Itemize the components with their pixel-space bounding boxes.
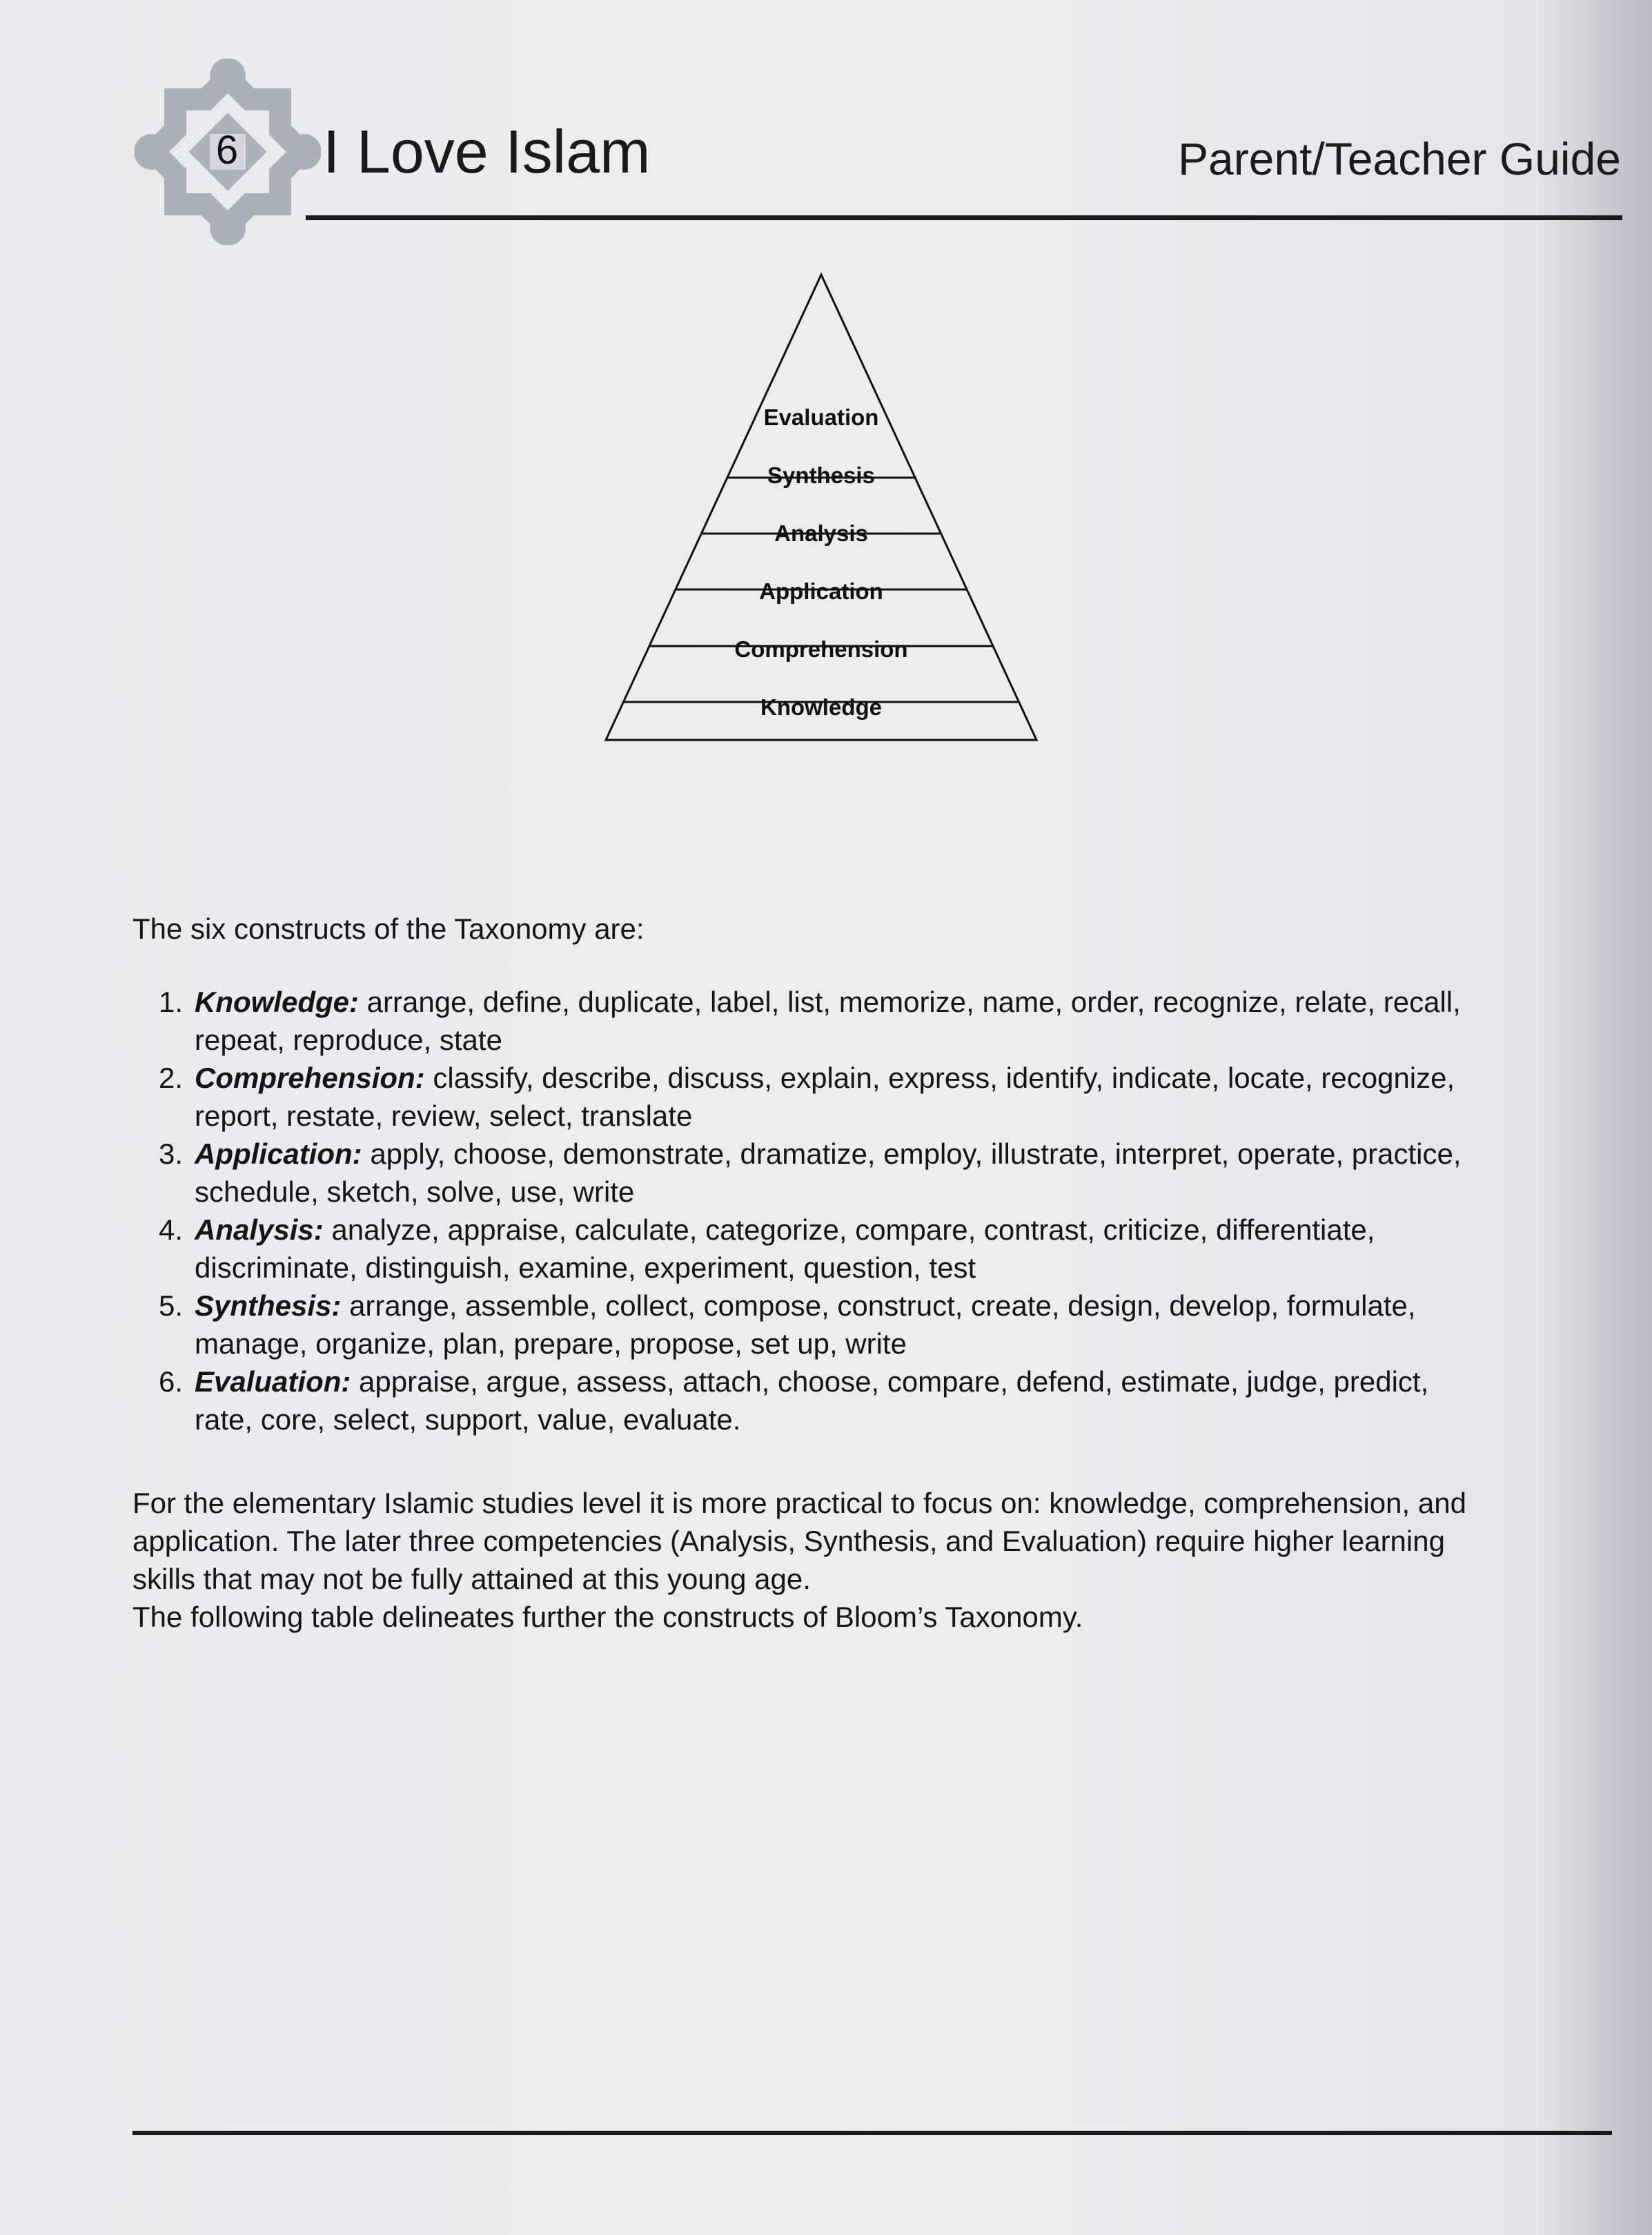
paragraph-line: For the elementary Islamic studies level it is more practical to focus on: knowledge, comprehension, and (132, 1487, 1466, 1519)
item-number: 6. (159, 1365, 184, 1398)
pyramid-level-application: Application (759, 578, 883, 604)
pyramid-level-comprehension: Comprehension (734, 636, 908, 662)
page-number: 6 (215, 128, 239, 173)
paragraph-line: The following table delineates further the constructs of Bloom’s Taxonomy. (132, 1601, 1083, 1633)
item-number: 3. (159, 1138, 184, 1170)
item-number: 2. (159, 1062, 184, 1094)
item-line (195, 983, 1615, 1021)
taxonomy-pyramid (600, 269, 1042, 745)
constructs-intro: The six constructs of the Taxonomy are: (132, 912, 645, 945)
header-divider (306, 215, 1622, 220)
list-item (159, 1211, 1615, 1287)
construct-term: Application: (195, 1138, 362, 1170)
construct-verbs-continued: rate, core, select, support, value, evaluate. (195, 1403, 741, 1436)
constructs-list (159, 983, 1615, 1438)
item-line (195, 1211, 1615, 1249)
construct-verbs: appraise, argue, assess, attach, choose, compare, defend, estimate, judge, predict, (351, 1365, 1429, 1398)
pyramid-level-analysis: Analysis (774, 520, 868, 546)
item-number: 5. (159, 1289, 184, 1322)
guide-title: Parent/Teacher Guide (1177, 133, 1621, 184)
construct-term: Synthesis: (195, 1289, 342, 1322)
item-line (195, 1363, 1615, 1400)
pyramid-level-knowledge: Knowledge (760, 694, 882, 720)
item-number: 4. (159, 1213, 184, 1246)
construct-verbs-continued: manage, organize, plan, prepare, propose, set up, write (195, 1327, 907, 1360)
construct-term: Comprehension: (195, 1062, 425, 1094)
closing-paragraph (132, 1484, 1623, 1636)
book-title: I Love Islam (323, 117, 651, 186)
paragraph-line: skills that may not be fully attained at this young age. (132, 1563, 811, 1595)
construct-verbs: arrange, assemble, collect, compose, construct, create, design, develop, formulate, (341, 1289, 1416, 1322)
construct-term: Evaluation: (195, 1365, 351, 1398)
item-line (195, 1135, 1615, 1173)
construct-verbs-continued: schedule, sketch, solve, use, write (195, 1175, 635, 1208)
list-item (159, 983, 1615, 1059)
construct-verbs: analyze, appraise, calculate, categorize, compare, contrast, criticize, differentiate, (323, 1213, 1375, 1246)
list-item (159, 1363, 1615, 1438)
construct-verbs: classify, describe, discuss, explain, express, identify, indicate, locate, recognize, (424, 1062, 1455, 1094)
footer-divider (132, 2131, 1612, 2135)
pyramid-level-evaluation: Evaluation (763, 404, 879, 430)
construct-verbs: apply, choose, demonstrate, dramatize, employ, illustrate, interpret, operate, practice, (362, 1138, 1462, 1170)
list-item (159, 1135, 1615, 1211)
item-number: 1. (159, 986, 184, 1018)
list-item (159, 1287, 1615, 1363)
pyramid-level-synthesis: Synthesis (767, 462, 875, 488)
item-line (195, 1287, 1615, 1325)
construct-verbs-continued: discriminate, distinguish, examine, experiment, question, test (195, 1251, 976, 1284)
item-line (195, 1059, 1615, 1097)
construct-verbs-continued: report, restate, review, select, translate (195, 1100, 693, 1132)
list-item (159, 1059, 1615, 1135)
construct-verbs: arrange, define, duplicate, label, list, memorize, name, order, recognize, relate, recall, (359, 986, 1461, 1018)
construct-term: Analysis: (195, 1213, 324, 1246)
construct-term: Knowledge: (195, 986, 359, 1018)
paragraph-line: application. The later three competencies (Analysis, Synthesis, and Evaluation) require higher learning (132, 1525, 1445, 1557)
construct-verbs-continued: repeat, reproduce, state (195, 1024, 502, 1056)
